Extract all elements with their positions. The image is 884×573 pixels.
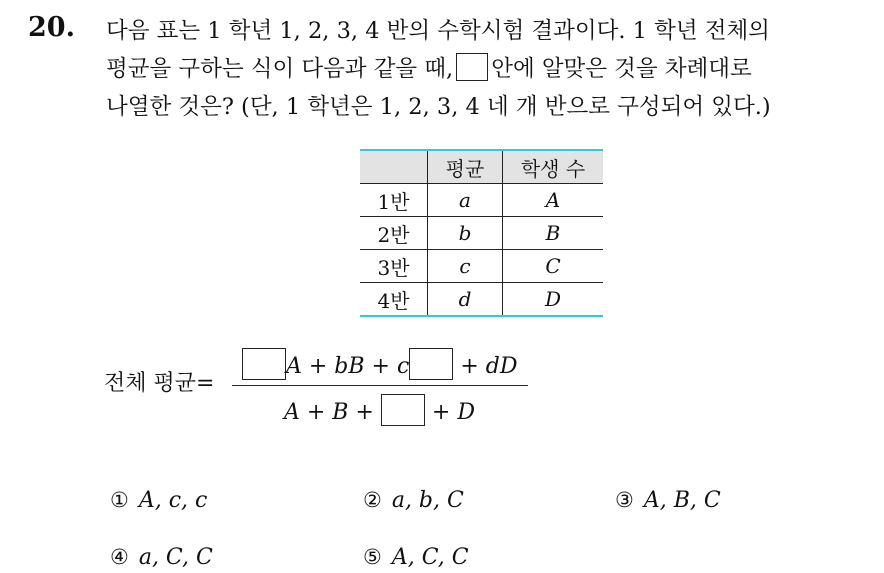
choice-5[interactable]	[363, 545, 469, 570]
choice-number: ③	[615, 488, 634, 512]
formula-numerator	[242, 348, 517, 380]
class-cell: 1반	[360, 184, 428, 217]
choice-number: ①	[110, 488, 129, 512]
inline-blank-box	[456, 53, 488, 81]
choice-3[interactable]	[615, 488, 721, 513]
choice-number: ⑤	[363, 545, 382, 569]
stem-line-1: 다음 표는 1 학년 1, 2, 3, 4 반의 수학시험 결과이다. 1 학년 전체의	[106, 18, 770, 44]
stem-line-2	[106, 50, 876, 88]
average-cell: c	[428, 250, 503, 283]
numerator-part-1: A + bB + c	[286, 354, 410, 379]
choice-4[interactable]	[110, 545, 213, 570]
score-table	[360, 149, 603, 317]
choice-text: a, b, C	[391, 488, 464, 513]
table-header-cell	[360, 150, 428, 184]
table-row	[360, 283, 603, 317]
table-header-cell: 평균	[428, 150, 503, 184]
formula-denominator	[284, 394, 475, 426]
table-row	[360, 184, 603, 217]
question-number: 20.	[28, 12, 75, 43]
average-cell: d	[428, 283, 503, 317]
blank-box-3	[381, 394, 425, 426]
numerator-part-2: + dD	[460, 354, 518, 379]
choice-number: ④	[110, 545, 129, 569]
class-cell: 2반	[360, 217, 428, 250]
choice-text: A, c, c	[138, 488, 208, 513]
stem-line-3: 나열한 것은? (단, 1 학년은 1, 2, 3, 4 네 개 반으로 구성되어 있다.)	[106, 94, 771, 120]
average-cell: b	[428, 217, 503, 250]
table-header-cell: 학생 수	[503, 150, 604, 184]
stem-line-2-after: 안에 알맞은 것을 차례대로	[491, 56, 752, 82]
table-row	[360, 250, 603, 283]
class-cell: 4반	[360, 283, 428, 317]
student-count-cell: C	[503, 250, 604, 283]
fraction-bar	[232, 385, 528, 386]
choice-2[interactable]	[363, 488, 464, 513]
table-row	[360, 217, 603, 250]
choice-text: A, C, C	[391, 545, 469, 570]
formula-label: 전체 평균=	[104, 371, 215, 396]
choice-text: A, B, C	[643, 488, 721, 513]
class-cell: 3반	[360, 250, 428, 283]
average-cell: a	[428, 184, 503, 217]
choice-number: ②	[363, 488, 382, 512]
student-count-cell: B	[503, 217, 604, 250]
blank-box-2	[409, 348, 453, 380]
choice-text: a, C, C	[138, 545, 213, 570]
blank-box-1	[242, 348, 286, 380]
choice-1[interactable]	[110, 488, 207, 513]
student-count-cell: A	[503, 184, 604, 217]
table-header-row	[360, 150, 603, 184]
stem-line-2-before: 평균을 구하는 식이 다음과 같을 때,	[106, 56, 454, 82]
denominator-part-1: A + B +	[284, 400, 374, 425]
question-stem	[106, 12, 876, 126]
student-count-cell: D	[503, 283, 604, 317]
denominator-part-2: + D	[431, 400, 475, 425]
